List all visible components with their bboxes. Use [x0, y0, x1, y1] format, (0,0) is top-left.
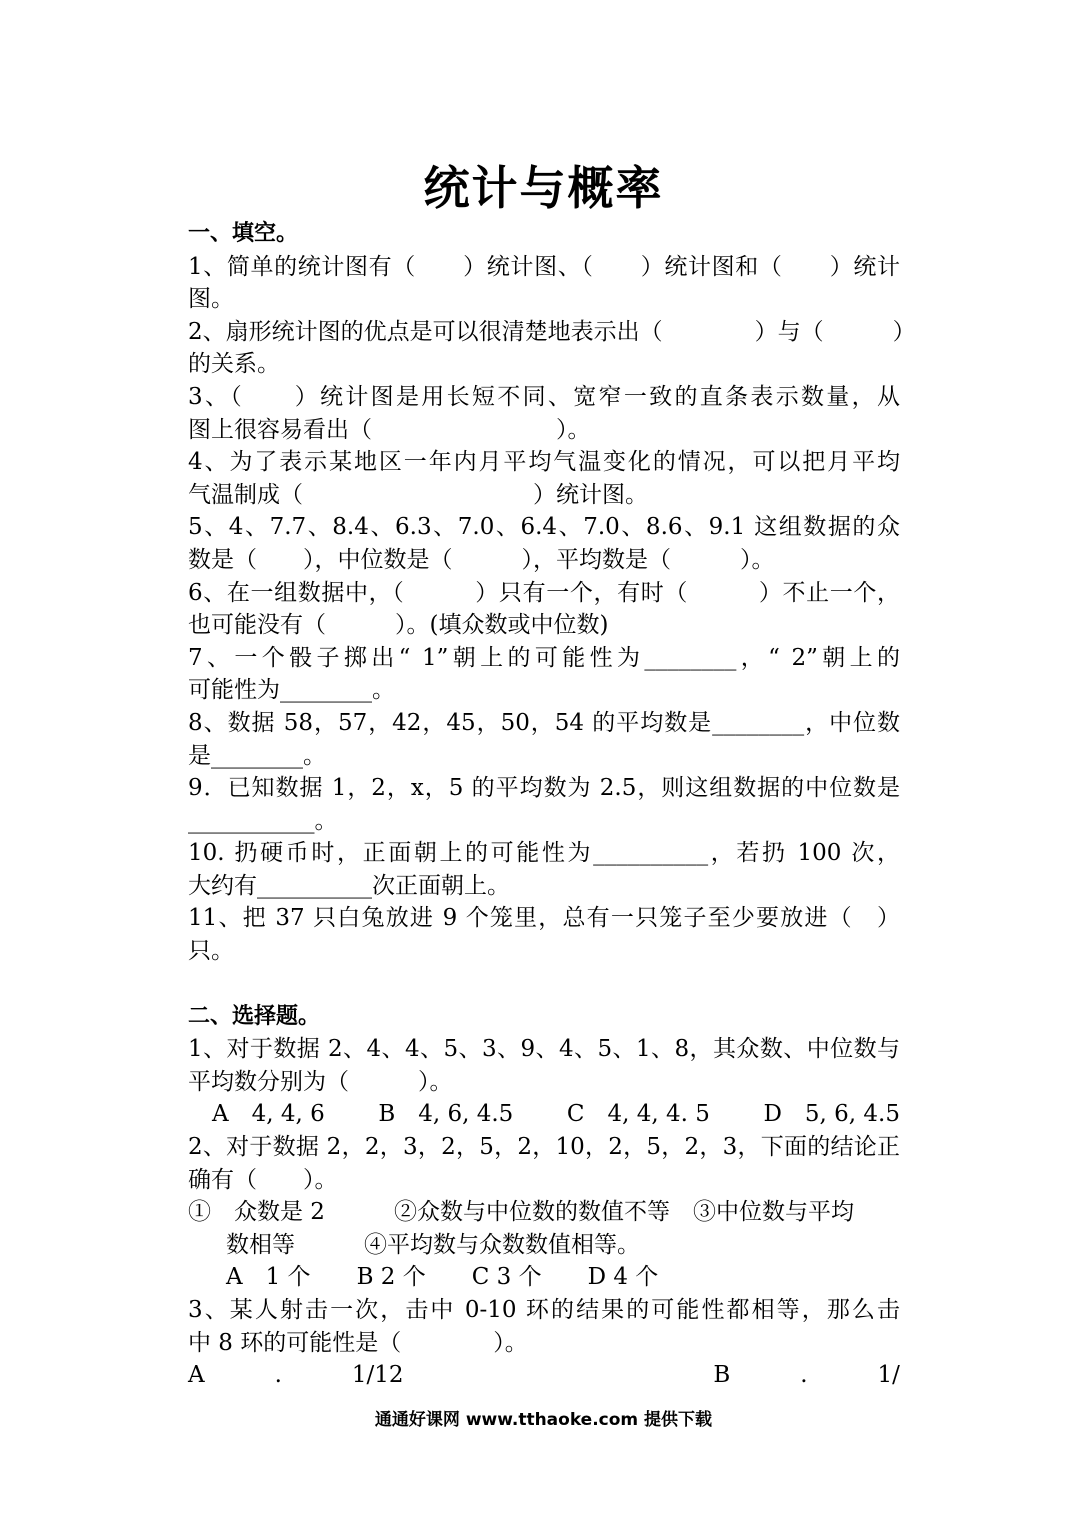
fill-blank-question-6: 6、在一组数据中，（ ）只有一个，有时（ ）不止一个， 也可能没有（ ）。(填众数或中位数)	[188, 579, 900, 639]
choice-question-2: 2、对于数据 2，2，3，2，5，2，10，2，5，2，3，下面的结论正 确有（ ）。 ① 众数是 2 ②众数与中位数的数值不等 ③中位数与平均 数相等 ④平均数与众数数值相等。 A 1 个 B 2 个 C 3 个 D 4 个	[188, 1131, 900, 1294]
choice-question-2-statements-line2: 数相等 ④平均数与众数数值相等。	[226, 1231, 640, 1258]
option-c: C 3 个	[471, 1264, 542, 1291]
option-a-letter: A	[188, 1362, 205, 1389]
fill-blank-question-5: 5、4、7.7、8.4、6.3、7.0、6.4、7.0、8.6、9.1 这组数据的众 数是（ ），中位数是（ ），平均数是（ ）。	[188, 514, 900, 573]
option-a: A 4, 4, 6	[212, 1101, 325, 1128]
option-b-dot: .	[800, 1362, 808, 1389]
choice-question-1: 1、对于数据 2、4、4、5、3、9、4、5、1、8，其众数、中位数与 平均数分别为（ ）。 A 4, 4, 6 B 4, 6, 4.5 C 4, 4, 4. 5 D 5, 6, 4.5	[188, 1033, 900, 1131]
option-d: D 4 个	[587, 1264, 659, 1291]
choice-question-1-options	[188, 1098, 900, 1131]
choice-question-3-options	[188, 1359, 900, 1392]
fill-blank-question-3: 3、（ ）统计图是用长短不同、宽窄一致的直条表示数量，从 图上很容易看出（ ）。	[188, 383, 900, 443]
option-b-letter: B	[713, 1362, 731, 1389]
section-heading-choice: 二、选择题。	[188, 1003, 321, 1029]
fill-blank-question-9: 9．已知数据 1，2，x，5 的平均数为 2.5，则这组数据的中位数是 ___________。	[188, 775, 900, 834]
page-title: 统计与概率	[423, 161, 664, 215]
option-b-value: 1/	[877, 1362, 900, 1389]
footer-source: 通通好课网 www.tthaoke.com 提供下载	[374, 1410, 713, 1430]
fill-blank-question-2: 2、扇形统计图的优点是可以很清楚地表示出（ ）与（ ） 的关系。	[188, 318, 916, 378]
section-spacer	[188, 968, 900, 1001]
fill-blank-question-7: 7、一个骰子掷出“ 1”朝上的可能性为________，“ 2”朝上的 可能性为________。	[188, 644, 900, 704]
option-a: A 1 个	[226, 1264, 311, 1291]
fill-blank-question-8: 8、数据 58，57，42，45，50，54 的平均数是________，中位数 是________。	[188, 709, 900, 769]
fill-blank-question-4: 4、为了表示某地区一年内月平均气温变化的情况，可以把月平均 气温制成（ ）统计图。	[188, 449, 900, 508]
choice-question-2-statements-line1: ① 众数是 2 ②众数与中位数的数值不等 ③中位数与平均	[188, 1199, 854, 1226]
option-a-value: 1/12	[351, 1362, 404, 1389]
option-b: B 2 个	[356, 1264, 426, 1291]
option-b: B 4, 6, 4.5	[378, 1101, 514, 1128]
fill-blank-question-11: 11、把 37 只白兔放进 9 个笼里，总有一只笼子至少要放进（ ） 只。	[188, 905, 900, 965]
option-d: D 5, 6, 4.5	[763, 1101, 900, 1128]
choice-question-2-options	[188, 1261, 900, 1294]
option-c: C 4, 4, 4. 5	[566, 1101, 710, 1128]
option-a-dot: .	[274, 1362, 282, 1389]
choice-question-3: 3、某人射击一次，击中 0-10 环的结果的可能性都相等，那么击 中 8 环的可能性是（ ）。 A . 1/12 B . 1/	[188, 1294, 900, 1392]
worksheet-body	[188, 218, 916, 1392]
section-heading-fill-blank: 一、填空。	[188, 221, 299, 246]
fill-blank-question-1: 1、简单的统计图有（ ）统计图、（ ）统计图和（ ）统计 图。	[188, 253, 900, 313]
fill-blank-question-10: 10. 扔硬币时，正面朝上的可能性为__________，若扔 100 次， 大约有__________次正面朝上。	[188, 840, 900, 899]
